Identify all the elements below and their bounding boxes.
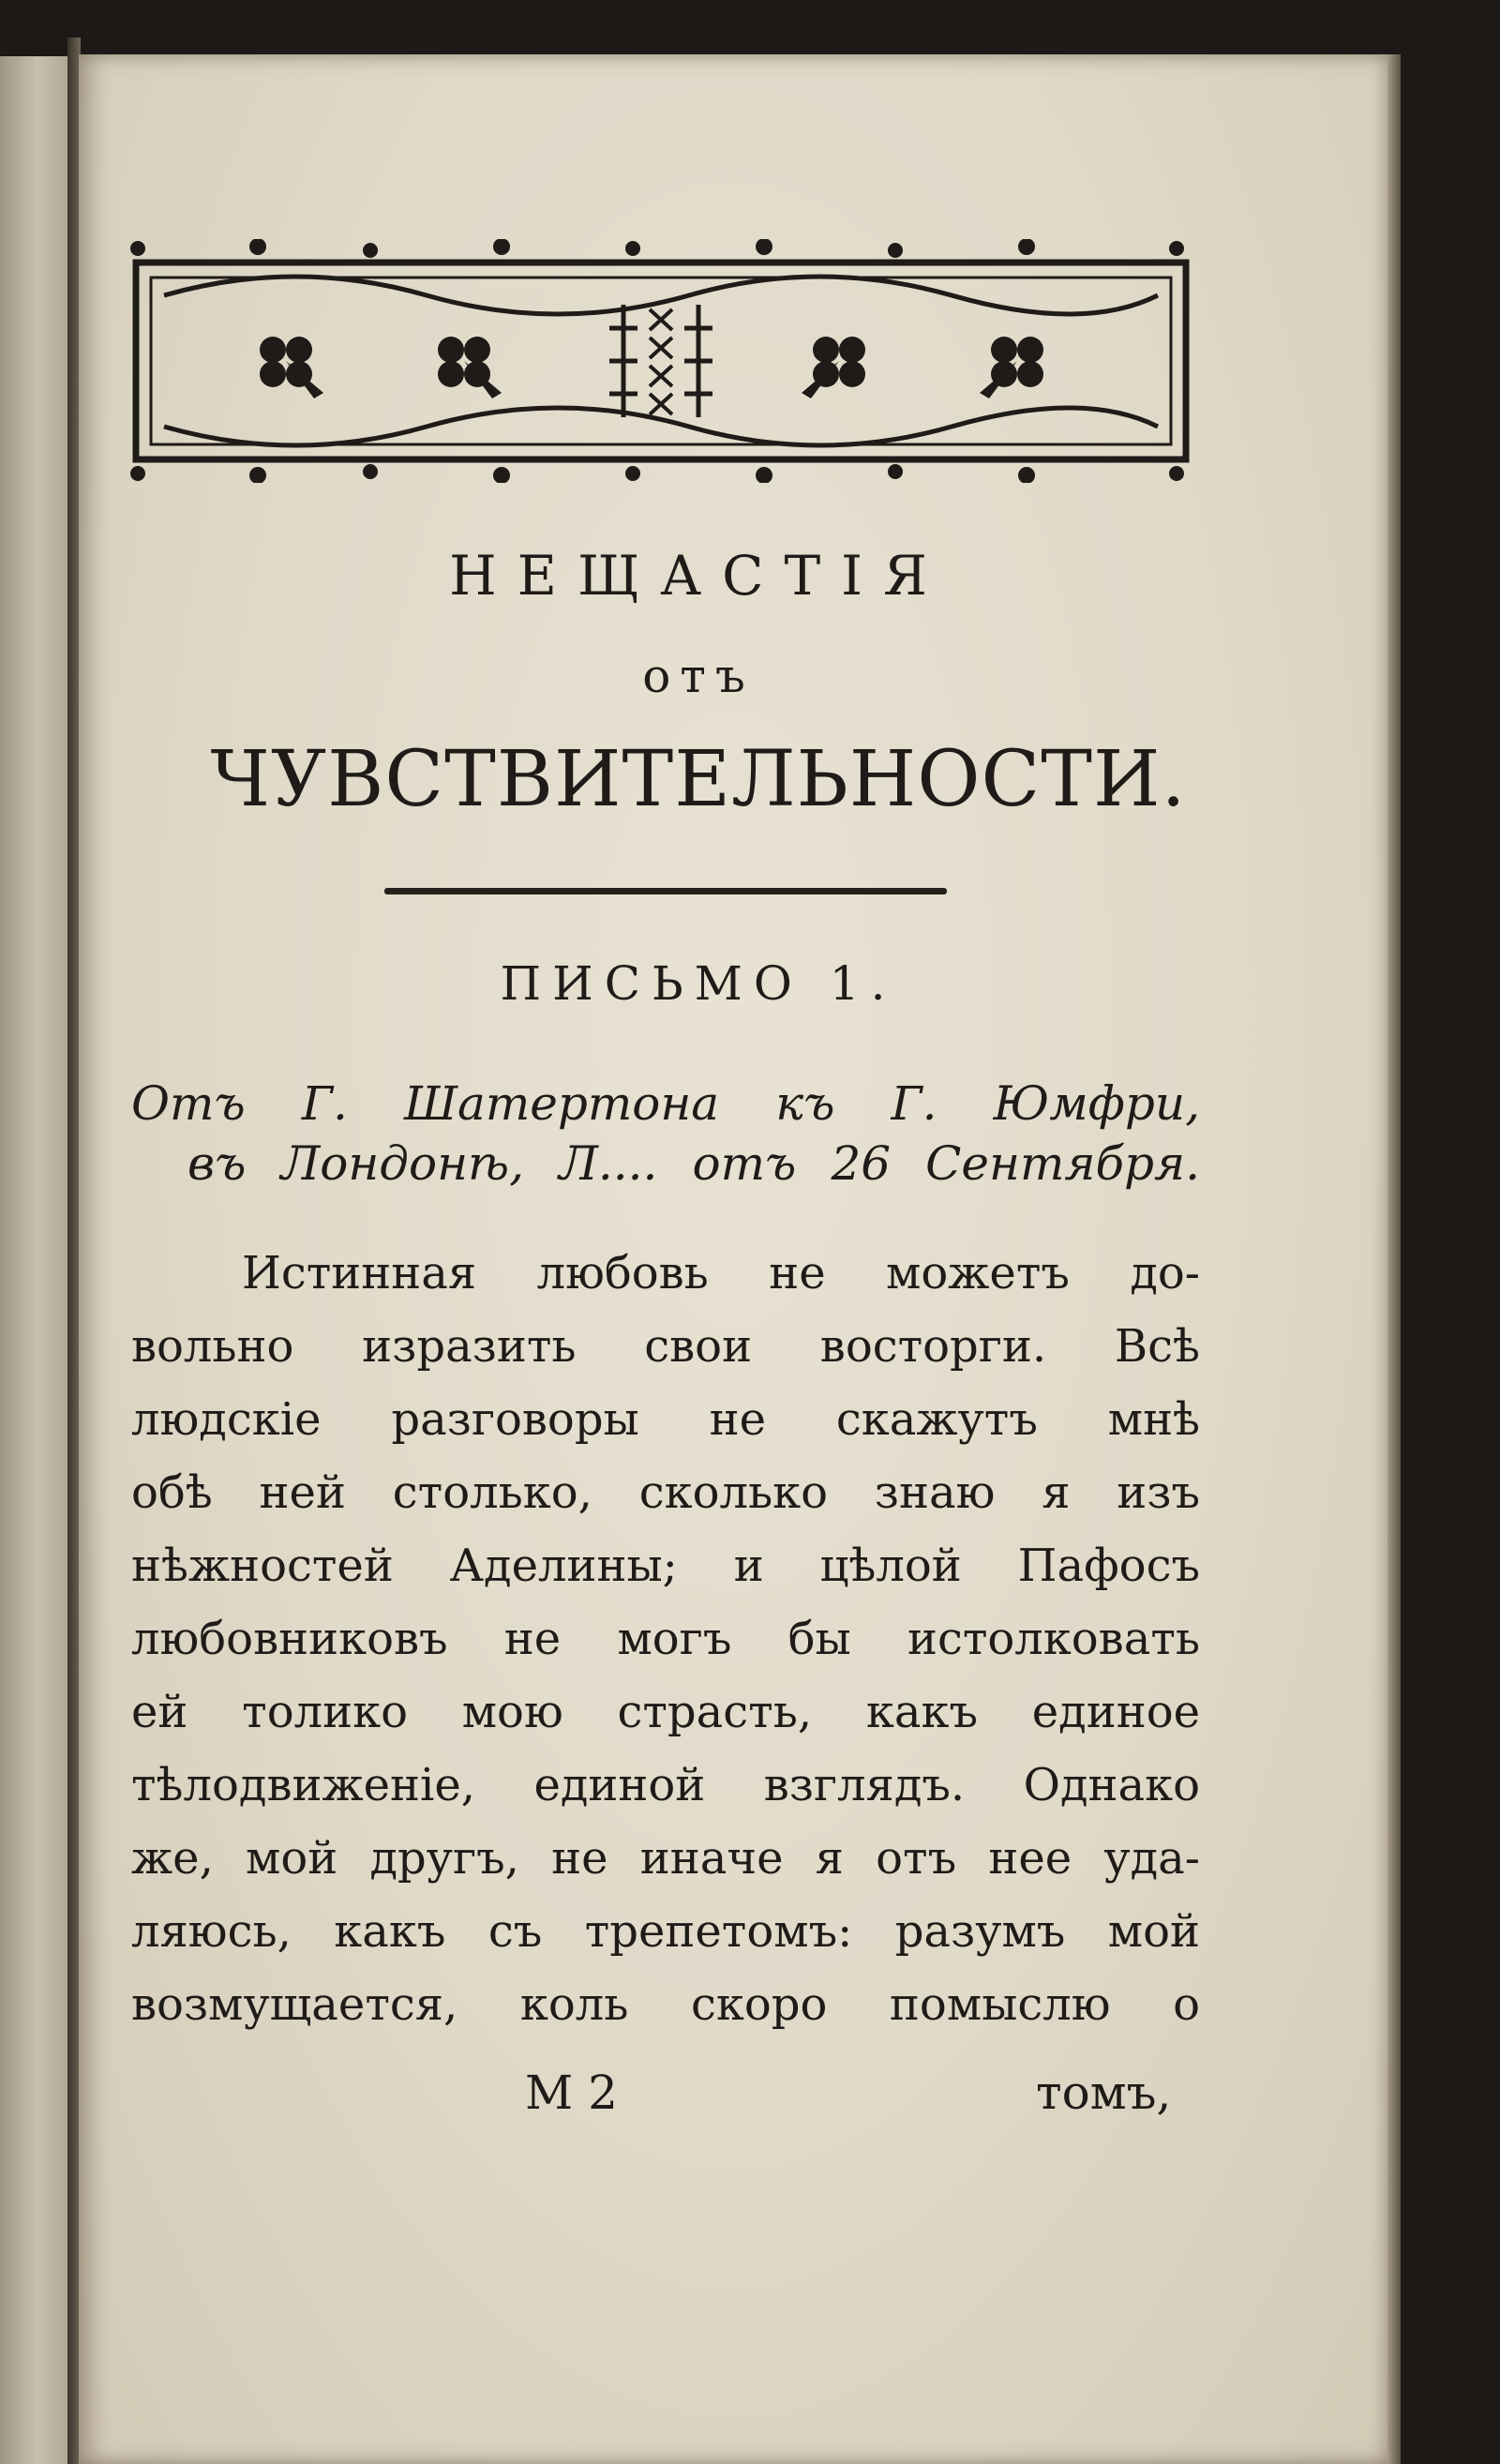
right-page-edge (1388, 54, 1401, 2464)
address-line: Отъ Г. Шатертона къ Г. Юмфри, (131, 1076, 1200, 1131)
body-text-line: нѣжностей Аделины; и цѣлой Пафосъ (131, 1540, 1200, 1592)
body-text-line: тѣлодвиженіе, единой взглядъ. Однако (131, 1759, 1200, 1811)
title-line-2: отъ (642, 649, 755, 703)
floral-headpiece-ornament (127, 239, 1195, 483)
body-text-line: ляюсь, какъ съ трепетомъ: разумъ мой (131, 1905, 1200, 1958)
body-text-line: ей толико мою страсть, какъ единое (131, 1686, 1200, 1738)
body-text-line: Истинная любовь не можетъ до- (242, 1247, 1200, 1300)
body-text-line: возмущается, коль скоро помыслю о (131, 1978, 1200, 2031)
catchword: томъ, (1036, 2066, 1172, 2120)
signature-mark: М 2 (525, 2066, 618, 2120)
body-text-line: же, мой другъ, не иначе я отъ нее уда- (131, 1832, 1200, 1885)
body-text-line: обѣ ней столько, сколько знаю я изъ (131, 1466, 1200, 1519)
body-text-line: вольно изразить свои восторги. Всѣ (131, 1320, 1200, 1373)
body-text-line: людскіе разговоры не скажутъ мнѣ (131, 1393, 1200, 1446)
letter-number: ПИСЬМО 1. (500, 956, 897, 1011)
title-line-3: ЧУВСТВИТЕЛЬНОСТИ. (210, 735, 1187, 824)
title-divider-rule (384, 888, 947, 894)
body-text-line: любовниковъ не могъ бы истолковать (131, 1613, 1200, 1665)
left-page-edge (0, 56, 68, 2464)
address-line: въ Лондонѣ, Л.... отъ 26 Сентября. (188, 1136, 1200, 1191)
title-line-1: НЕЩАСТІЯ (449, 544, 948, 608)
